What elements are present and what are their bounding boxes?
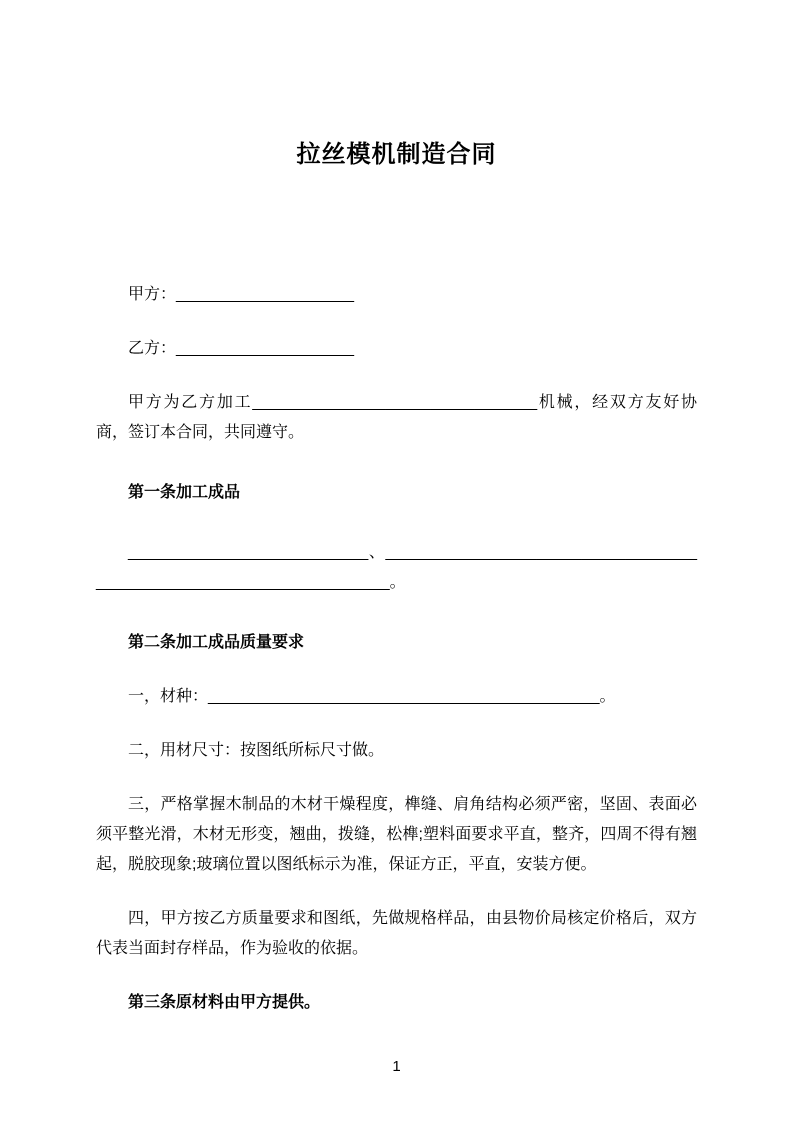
- clause-1-heading: 第一条加工成品: [128, 484, 241, 501]
- clause-2-item-2: 二，用材尺寸：按图纸所标尺寸做。: [128, 742, 385, 759]
- document-title: 拉丝模机制造合同: [296, 141, 497, 168]
- clause-1-blank-lines: ___________________________、____________________________________________________________________。: [96, 544, 697, 591]
- clause-2-item-3: 三，严格掌握木制品的木材干燥程度，榫缝、肩角结构必须严密，坚固、表面必须平整光滑，木材无形变，翘曲，拨缝，松榫;塑料面要求平直，整齐，四周不得有翘起，脱胶现象;玻璃位置以图纸标示为准，保证方正，平直，安装方便。: [96, 796, 697, 873]
- party-b-line: 乙方：____________________: [128, 340, 354, 357]
- clause-3-heading: 第三条原材料由甲方提供。: [128, 994, 321, 1011]
- page-number: 1: [392, 1058, 401, 1075]
- party-a-line: 甲方：____________________: [128, 286, 354, 303]
- intro-paragraph: 甲方为乙方加工________________________________机械，经双方友好协商，签订本合同，共同遵守。: [96, 394, 697, 441]
- clause-2-item-1: 一，材种：____________________________________________。: [128, 688, 616, 705]
- clause-2-heading: 第二条加工成品质量要求: [128, 634, 305, 651]
- clause-2-item-4: 四，甲方按乙方质量要求和图纸，先做规格样品，由县物价局核定价格后，双方代表当面封存样品，作为验收的依据。: [96, 910, 697, 957]
